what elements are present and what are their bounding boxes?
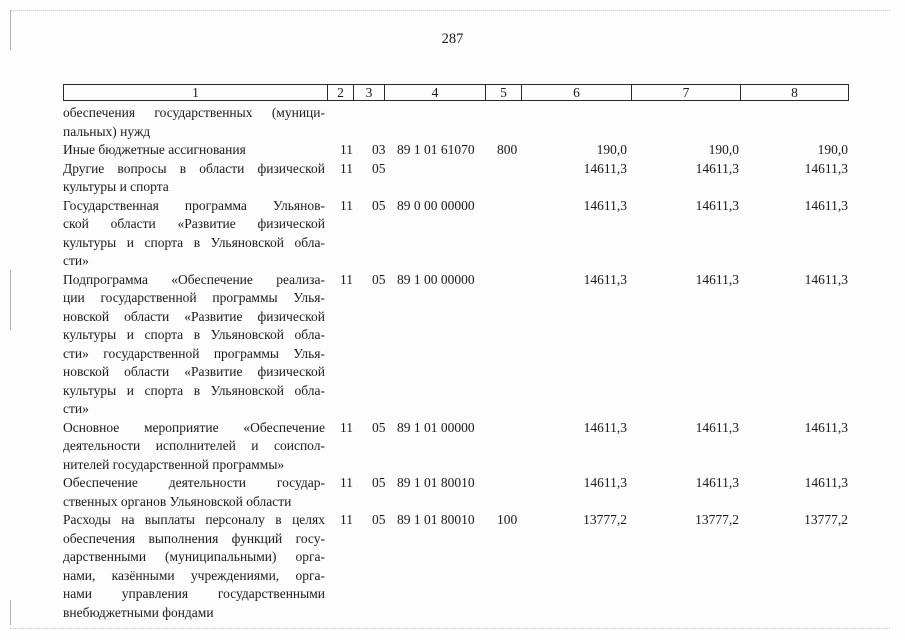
cell-c5: 100 — [497, 512, 518, 527]
scan-edge-bottom — [10, 628, 890, 629]
cell-c7: 14611,3 — [695, 160, 739, 176]
page-number: 287 — [441, 31, 464, 47]
table-row — [63, 271, 849, 419]
cell-c8: 14611,3 — [804, 197, 848, 213]
cell-c2: 11 — [340, 475, 353, 490]
description-line: дарственными (муниципальными) орга- — [63, 549, 325, 564]
description-line: нителей государственной программы» — [63, 456, 285, 472]
cell-c6: 13777,2 — [583, 512, 627, 527]
cell-c8: 14611,3 — [804, 475, 848, 490]
cell-c4: 89 1 01 00000 — [397, 419, 475, 435]
description-line: Подпрограмма «Обеспечение реализа- — [63, 271, 325, 287]
cell-c3: 05 — [372, 271, 386, 287]
description-line: культуры и спорта в Ульяновской обла- — [63, 382, 325, 398]
description-line: ции государственной программы Улья- — [63, 290, 325, 305]
cell-c4: 89 1 00 00000 — [397, 271, 475, 287]
cell-c6: 14611,3 — [583, 160, 627, 176]
cell-c3: 05 — [372, 419, 386, 435]
cell-c4: 89 1 01 80010 — [397, 475, 475, 490]
header-cell-1: 1 — [64, 85, 328, 100]
table-row — [63, 141, 849, 160]
cell-description — [63, 271, 327, 419]
scan-margin-mark — [10, 270, 11, 330]
table-row — [63, 419, 849, 475]
header-cell-4: 4 — [385, 85, 486, 100]
description-line: ской области «Развитие физической — [63, 216, 325, 231]
description-line: нами, казёнными учреждениями, орга- — [63, 567, 325, 583]
cell-c6: 190,0 — [596, 142, 627, 157]
description-line: культуры и спорта — [63, 179, 169, 194]
description-line: обеспечения выполнения функций госу- — [63, 530, 325, 546]
description-line: сти» — [63, 401, 89, 416]
cell-c3: 05 — [372, 160, 386, 176]
cell-c6: 14611,3 — [583, 419, 627, 435]
cell-c4: 89 1 01 61070 — [397, 142, 475, 157]
table-row — [63, 511, 849, 622]
cell-c3: 05 — [372, 475, 386, 490]
cell-description — [63, 141, 327, 160]
cell-c8: 14611,3 — [804, 271, 848, 287]
description-line: Расходы на выплаты персоналу в целях — [63, 512, 325, 527]
cell-c6: 14611,3 — [583, 197, 627, 213]
description-line: Государственная программа Ульянов- — [63, 197, 325, 213]
header-cell-8: 8 — [791, 85, 798, 100]
description-line: Основное мероприятие «Обеспечение — [63, 419, 325, 435]
description-line: обеспечения государственных (муници- — [63, 105, 325, 120]
cell-c7: 13777,2 — [695, 512, 739, 527]
description-line: культуры и спорта в Ульяновской обла- — [63, 234, 325, 250]
cell-c3: 05 — [372, 197, 386, 213]
description-line: культуры и спорта в Ульяновской обла- — [63, 327, 325, 342]
cell-c3: 03 — [372, 142, 386, 157]
cell-description — [63, 104, 327, 141]
cell-c7: 190,0 — [708, 142, 739, 157]
cell-description — [63, 197, 327, 271]
table-row — [63, 104, 849, 141]
description-line: пальных) нужд — [63, 123, 151, 139]
cell-c3: 05 — [372, 512, 386, 527]
description-line: Иные бюджетные ассигнования — [63, 142, 246, 157]
cell-c2: 11 — [340, 197, 353, 213]
cell-c2: 11 — [340, 142, 353, 157]
cell-description — [63, 511, 327, 622]
header-cell-5: 5 — [486, 85, 522, 100]
header-cell-7: 7 — [632, 85, 741, 100]
header-cell-2: 2 — [328, 85, 354, 100]
cell-c7: 14611,3 — [695, 475, 739, 490]
cell-c2: 11 — [340, 160, 353, 176]
description-line: сти» — [63, 253, 89, 268]
cell-c6: 14611,3 — [583, 475, 627, 490]
description-line: сти» государственной программы Улья- — [63, 345, 325, 361]
cell-c4: 89 1 01 80010 — [397, 512, 475, 527]
description-line: деятельности исполнителей и соиспол- — [63, 438, 325, 453]
cell-c6: 14611,3 — [583, 271, 627, 287]
description-line: новской области «Развитие физической — [63, 364, 325, 379]
cell-c4: 89 0 00 00000 — [397, 197, 475, 213]
scan-edge-top — [10, 10, 890, 11]
description-line: ственных органов Ульяновской области — [63, 493, 292, 509]
description-line: внебюджетными фондами — [63, 604, 214, 620]
description-line: нами управления государственными — [63, 586, 325, 601]
cell-c8: 13777,2 — [804, 512, 848, 527]
cell-description — [63, 160, 327, 197]
cell-description — [63, 419, 327, 475]
cell-c5: 800 — [497, 142, 518, 157]
cell-c2: 11 — [340, 419, 353, 435]
description-line: новской области «Развитие физической — [63, 308, 325, 324]
cell-c8: 14611,3 — [804, 419, 848, 435]
cell-c8: 190,0 — [817, 142, 848, 157]
cell-c7: 14611,3 — [695, 271, 739, 287]
cell-c2: 11 — [340, 512, 353, 527]
table-row — [63, 474, 849, 511]
table-row — [63, 197, 849, 271]
header-cell-6: 6 — [522, 85, 632, 100]
cell-c8: 14611,3 — [804, 160, 848, 176]
description-line: Другие вопросы в области физической — [63, 160, 325, 176]
scan-margin-mark — [10, 600, 11, 625]
cell-c7: 14611,3 — [695, 419, 739, 435]
description-line: Обеспечение деятельности государ- — [63, 475, 325, 490]
table-header-row — [63, 84, 849, 101]
cell-c7: 14611,3 — [695, 197, 739, 213]
table-row — [63, 160, 849, 197]
cell-c2: 11 — [340, 271, 353, 287]
table-body — [63, 104, 849, 622]
header-cell-3: 3 — [354, 85, 385, 100]
cell-description — [63, 474, 327, 511]
